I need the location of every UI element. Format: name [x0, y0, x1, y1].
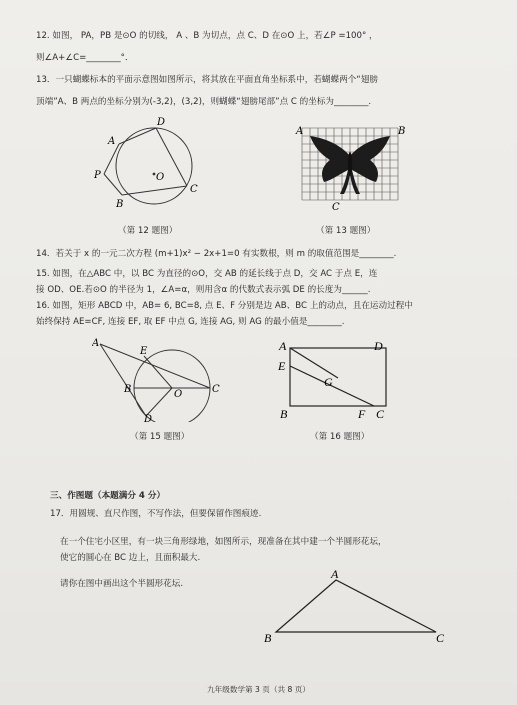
q14-text: 14．若关于 x 的一元二次方程 (m+1)x² − 2x+1=0 有实数根，则 m 的取值范围是________.	[36, 249, 397, 259]
butterfly-left-wing	[310, 136, 350, 194]
fig12-caption: （第 12 题图）	[118, 226, 178, 236]
label-f: F	[358, 407, 366, 421]
q17-line4: 请你在图中画出这个半圆形花坛.	[60, 579, 184, 589]
label-o: O	[156, 172, 165, 183]
segment-od	[146, 388, 172, 416]
segment-oe	[144, 356, 172, 388]
label-b: B	[280, 407, 288, 421]
figure-16	[276, 338, 396, 422]
q17-line2: 在一个住宅小区里，有一块三角形绿地，如图所示，现准备在其中建一个半圆形花坛，	[60, 537, 387, 547]
label-c: C	[436, 631, 445, 645]
label-d: D	[144, 414, 153, 422]
label-a: A	[296, 126, 304, 137]
label-g: G	[324, 375, 333, 389]
q17-line1: 17．用圆规、直尺作图，不写作法，但要保留作图痕迹.	[50, 509, 262, 519]
segment-ag	[290, 348, 338, 378]
page-footer: 九年级数学第 3 页（共 8 页）	[207, 685, 310, 694]
label-a: A	[331, 568, 339, 581]
label-b: B	[398, 126, 406, 137]
segment-ac	[100, 344, 210, 388]
label-a: A	[279, 339, 287, 353]
circle-o	[134, 350, 210, 422]
label-b: B	[264, 631, 272, 645]
q12-line2: 则∠A+∠C=________°．	[36, 53, 134, 63]
label-c: C	[212, 384, 220, 395]
label-p: P	[94, 170, 101, 181]
q13-line2: 顶端”A、B 两点的坐标分别为(-3,2)，(3,2)，则蝴蝶“翅膀尾部”点 C 的坐标为________.	[36, 97, 372, 107]
q15-line1: 15. 如图，在△ABC 中，以 BC 为直径的⊙O，交 AB 的延长线于点 D，交 AC 于点 E，连	[36, 269, 378, 279]
label-o: O	[174, 389, 183, 400]
q12-line1: 12. 如图， PA，PB 是⊙O 的切线， A 、B 为切点，点 C、D 在⊙O 上，若∠P =100° ，	[36, 31, 378, 41]
fig16-caption: （第 16 题图）	[310, 432, 370, 442]
figure-13	[294, 120, 414, 216]
circle-o	[116, 128, 192, 204]
q17-line3: 使它的圆心在 BC 边上，且面积最大.	[60, 553, 201, 563]
q16-line2: 始终保持 AE=CF, 连接 EF, 取 EF 中点 G, 连接 AG, 则 AG 的最小值是________.	[36, 317, 345, 327]
fig13-caption: （第 13 题图）	[316, 226, 376, 236]
segment-ad	[119, 128, 156, 144]
label-b: B	[116, 199, 124, 210]
label-d: D	[374, 339, 383, 353]
figure-17-triangle	[258, 568, 454, 650]
center-point	[153, 173, 156, 176]
label-a: A	[92, 338, 100, 349]
q13-line1: 13．一只蝴蝶标本的平面示意图如图所示，将其放在平面直角坐标系中，若蝴蝶两个“翅膀	[36, 75, 378, 85]
label-c: C	[376, 407, 385, 421]
label-c: C	[190, 184, 198, 195]
label-a: A	[108, 136, 116, 147]
q15-line2: 接 OD、OE.若⊙O 的半径为 1，∠A=α，则用含α 的代数式表示弧 DE 的长度为______.	[36, 285, 371, 295]
section-3-title: 三、作图题（本题满分 4 分）	[50, 491, 166, 501]
segment-bc	[122, 186, 187, 195]
butterfly-right-wing	[350, 136, 390, 194]
label-c: C	[332, 202, 340, 213]
fig15-caption: （第 15 题图）	[130, 432, 190, 442]
butterfly-body	[348, 152, 352, 176]
tangent-pb	[104, 174, 122, 195]
label-e: E	[140, 346, 148, 357]
figure-15	[92, 336, 222, 422]
q16-line1: 16. 如图，矩形 ABCD 中，AB= 6, BC=8, 点 E、F 分别是边 AB、BC 上的动点，且在运动过程中	[36, 301, 413, 311]
label-d: D	[157, 117, 166, 128]
triangle-abc	[276, 580, 436, 632]
figure-12	[82, 116, 202, 212]
label-e: E	[278, 359, 286, 373]
label-b: B	[124, 384, 132, 395]
